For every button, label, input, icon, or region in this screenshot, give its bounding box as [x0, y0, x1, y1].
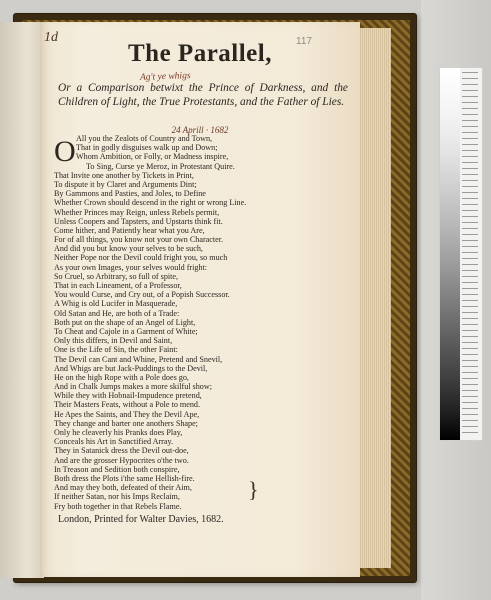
poem-line: And in Chalk Jumps makes a more skilful show; — [54, 382, 212, 392]
poem-line: Both dress the Plots i'the same Hellish-fire. — [54, 473, 195, 483]
poem-line: Whether Princes may Reign, unless Rebels permit, — [54, 207, 220, 217]
poem-line: To Sing, Curse ye Meroz, in Protestant Quire. — [86, 161, 235, 171]
poem-line: To Cheat and Cajole in a Garment of White; — [54, 326, 198, 336]
poem-line: While they with Hobnail-Impudence pretend, — [54, 391, 202, 401]
handwritten-brace: } — [248, 477, 259, 502]
page-edges — [355, 28, 391, 568]
poem-line: They in Satanick dress the Devil out-doe, — [54, 446, 189, 456]
poem-line: Whom Ambition, or Folly, or Madness inspire, — [76, 152, 229, 162]
poem-line: If neither Satan, nor his Imps Reclaim, — [54, 492, 180, 502]
poem-line: A Whig is old Lucifer in Masquerade, — [54, 299, 178, 309]
folio-note: 1d — [44, 30, 58, 45]
shelfmark-note: 117 — [296, 36, 312, 47]
poem-line: For of all things, you know not your own Character. — [54, 235, 224, 245]
drop-cap: O — [54, 135, 76, 168]
poem-line: Unless Coopers and Tapsters, and Upstarts think fit. — [54, 216, 223, 226]
grey-scale-strip — [440, 68, 460, 440]
poem-line: That Invite one another by Tickets in Print, — [54, 170, 194, 180]
poem-line: Only he cleaverly his Pranks does Play, — [54, 428, 183, 437]
poem-line: Come hither, and Patiently hear what you Are, — [54, 225, 205, 235]
poem-line: You would Curse, and Cry out, of a Popish Successor. — [54, 290, 230, 300]
poem-line: Conceals his Art in Sanctified Array. — [54, 437, 174, 447]
poem-line: All you the Zealots of Country and Town, — [76, 134, 213, 143]
subtitle: Or a Comparison betwixt the Prince of Darkness, and the Children of Light, the True Protestants, and the Father of Lies. — [58, 82, 348, 108]
poem-line: And are the grosser Hypocrites o'the two. — [54, 455, 189, 465]
poem-line: And Whigs are but Jack-Puddings to the Devil, — [54, 363, 208, 373]
poem-line: Their Masters Feats, without a Pole to mend. — [54, 400, 201, 410]
date-note: 24 Aprill · 1682 — [171, 125, 229, 135]
poem-line: So Cruel, so Arbitrary, so full of spite, — [54, 271, 179, 281]
poem-line: To dispute it by Claret and Arguments Dint; — [54, 179, 197, 189]
poem-line: In Treason and Sedition both conspire, — [54, 464, 180, 474]
poem-line: He on the high Rope with a Pole does go, — [54, 372, 189, 382]
poem-line: As your own Images, your selves would fright: — [54, 262, 207, 272]
poem-line: And may they both, defeated of their Aim, — [54, 483, 192, 493]
poem-body — [54, 134, 354, 511]
poem-line: Old Satan and He, are both of a Trade: — [54, 308, 180, 318]
broadside-page — [40, 22, 360, 577]
facing-leaf — [0, 22, 44, 578]
page-title: The Parallel, — [128, 40, 272, 67]
poem-line: Neither Pope nor the Devil could fright you, so much — [54, 253, 228, 263]
handwritten-annotation: Ag't ye whigs — [139, 71, 191, 83]
poem-line: That in godly disguises walk up and Down; — [76, 143, 218, 153]
poem-line: One is the Life of Sin, the other Faint: — [54, 345, 178, 355]
poem-line: Both put on the shape of an Angel of Light, — [54, 317, 196, 327]
poem-line: And did you but know your selves to be such, — [54, 244, 203, 254]
poem-line: They change and barter one anothers Shape; — [54, 418, 198, 428]
poem-line: Whether Crown should descend in the right or wrong Line. — [54, 198, 247, 208]
poem-line: Fry both together in that Rebels Flame. — [54, 501, 182, 511]
poem-line: He Apes the Saints, and They the Devil Ape, — [54, 409, 200, 419]
poem-line: The Devil can Cant and Whine, Pretend and Snevil, — [54, 354, 223, 364]
poem-line: Only this differs, in Devil and Saint, — [54, 336, 173, 346]
poem-line: That in each Lineament, of a Professor, — [54, 281, 182, 290]
poem-line: By Gammons and Pasties, and Joles, to Define — [54, 189, 206, 199]
ruler-ticks — [462, 72, 478, 436]
imprint-line: London, Printed for Walter Davies, 1682. — [58, 514, 224, 525]
